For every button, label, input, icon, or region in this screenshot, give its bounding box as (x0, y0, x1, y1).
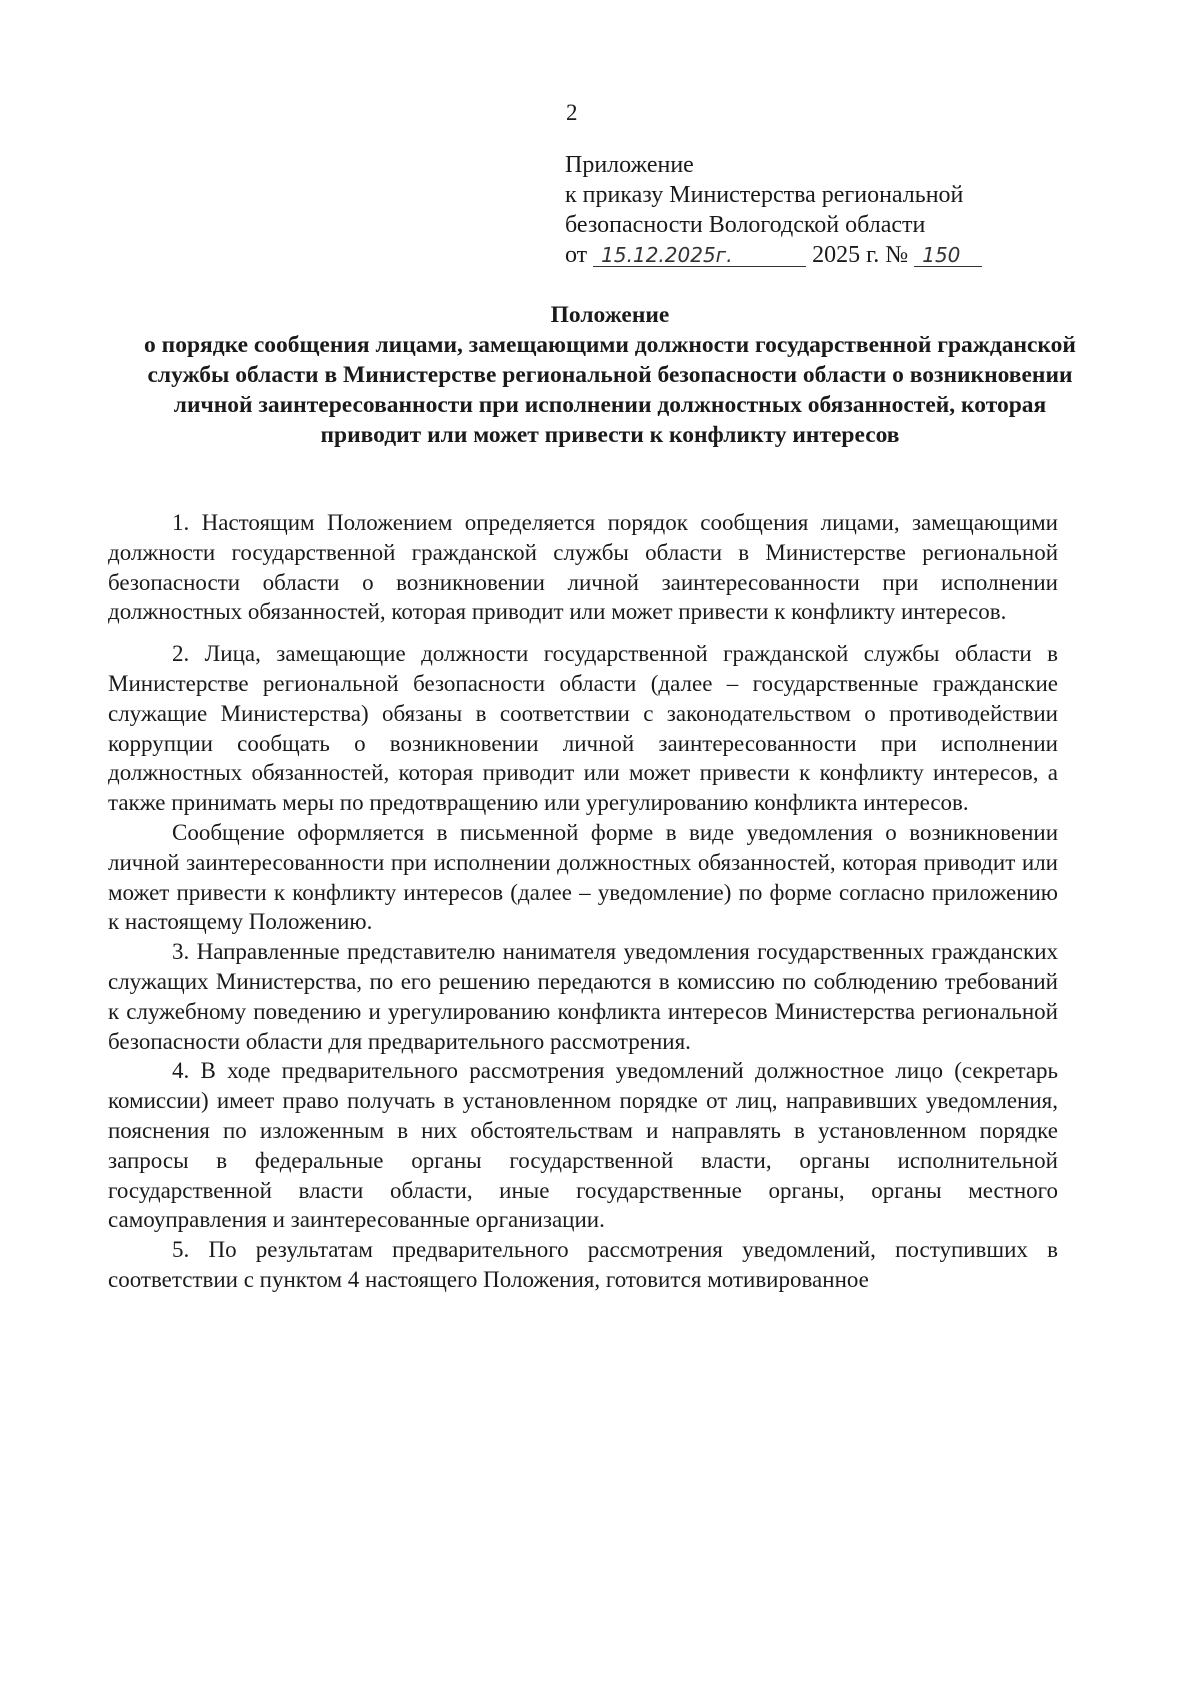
appendix-line: к приказу Министерства региональной (565, 182, 964, 208)
order-date-line (565, 240, 982, 270)
appendix-line: Приложение (565, 152, 694, 178)
paragraph-2: 2. Лица, замещающие должности государственной гражданской службы области в Министерстве региональной безопасности области (далее – государственные гражданские служащие Министерства) обязаны в соответствии с законодательством о противодействии коррупции сообщать о возникновении личной заинтересованности при исполнении должностных обязанностей, которая приводит или может привести к конфликту интересов, а также принимать меры по предотвращению или урегулированию конфликта интересов. (108, 641, 1058, 816)
document-title (140, 300, 1080, 450)
from-label: от (565, 242, 588, 268)
appendix-line: безопасности Вологодской области (565, 212, 926, 238)
page-number: 2 (566, 100, 578, 125)
handwritten-number: 150 (914, 244, 982, 267)
year-label: 2025 г. № (812, 242, 909, 268)
title-heading: Положение (550, 302, 670, 328)
paragraph-3: 3. Направленные представителю нанимателя уведомления государственных гражданских служащих Министерства, по его решению передаются в комиссию по соблюдению требований к служебному поведению и урегулированию конфликта интересов Министерства региональной безопасности области для предварительного рассмотрения. (108, 939, 1058, 1054)
title-subtitle: о порядке сообщения лицами, замещающими должности государственной гражданской службы области в Министерстве региональной безопасности области о возникновении личной заинтересованности при исполнении должностных обязанностей, которая приводит или может привести к конфликту интересов (144, 332, 1076, 448)
paragraph-5: 5. По результатам предварительного рассмотрения уведомлений, поступивших в соответствии с пунктом 4 настоящего Положения, готовится мотивированное (108, 1237, 1058, 1292)
document-body (108, 508, 1058, 1295)
paragraph-2-notice: Сообщение оформляется в письменной форме в виде уведомления о возникновении личной заинтересованности при исполнении должностных обязанностей, которая приводит или может привести к конфликту интересов (далее – уведомление) по форме согласно приложению к настоящему Положению. (108, 819, 1058, 935)
paragraph-4: 4. В ходе предварительного рассмотрения уведомлений должностное лицо (секретарь комиссии) имеет право получать в установленном порядке от лиц, направивших уведомления, пояснения по изложенным в них обстоятельствам и направлять в установленном порядке запросы в федеральные органы государственной власти, органы исполнительной государственной власти области, иные государственные органы, органы местного самоуправления и заинтересованные организации. (108, 1058, 1058, 1233)
appendix-header (565, 150, 982, 270)
handwritten-date: 15.12.2025г. (593, 244, 806, 267)
paragraph-1: 1. Настоящим Положением определяется порядок сообщения лицами, замещающими должности государственной гражданской службы области в Министерстве региональной безопасности области о возникновении личной заинтересованности при исполнении должностных обязанностей, которая приводит или может привести к конфликту интересов. (108, 510, 1058, 625)
